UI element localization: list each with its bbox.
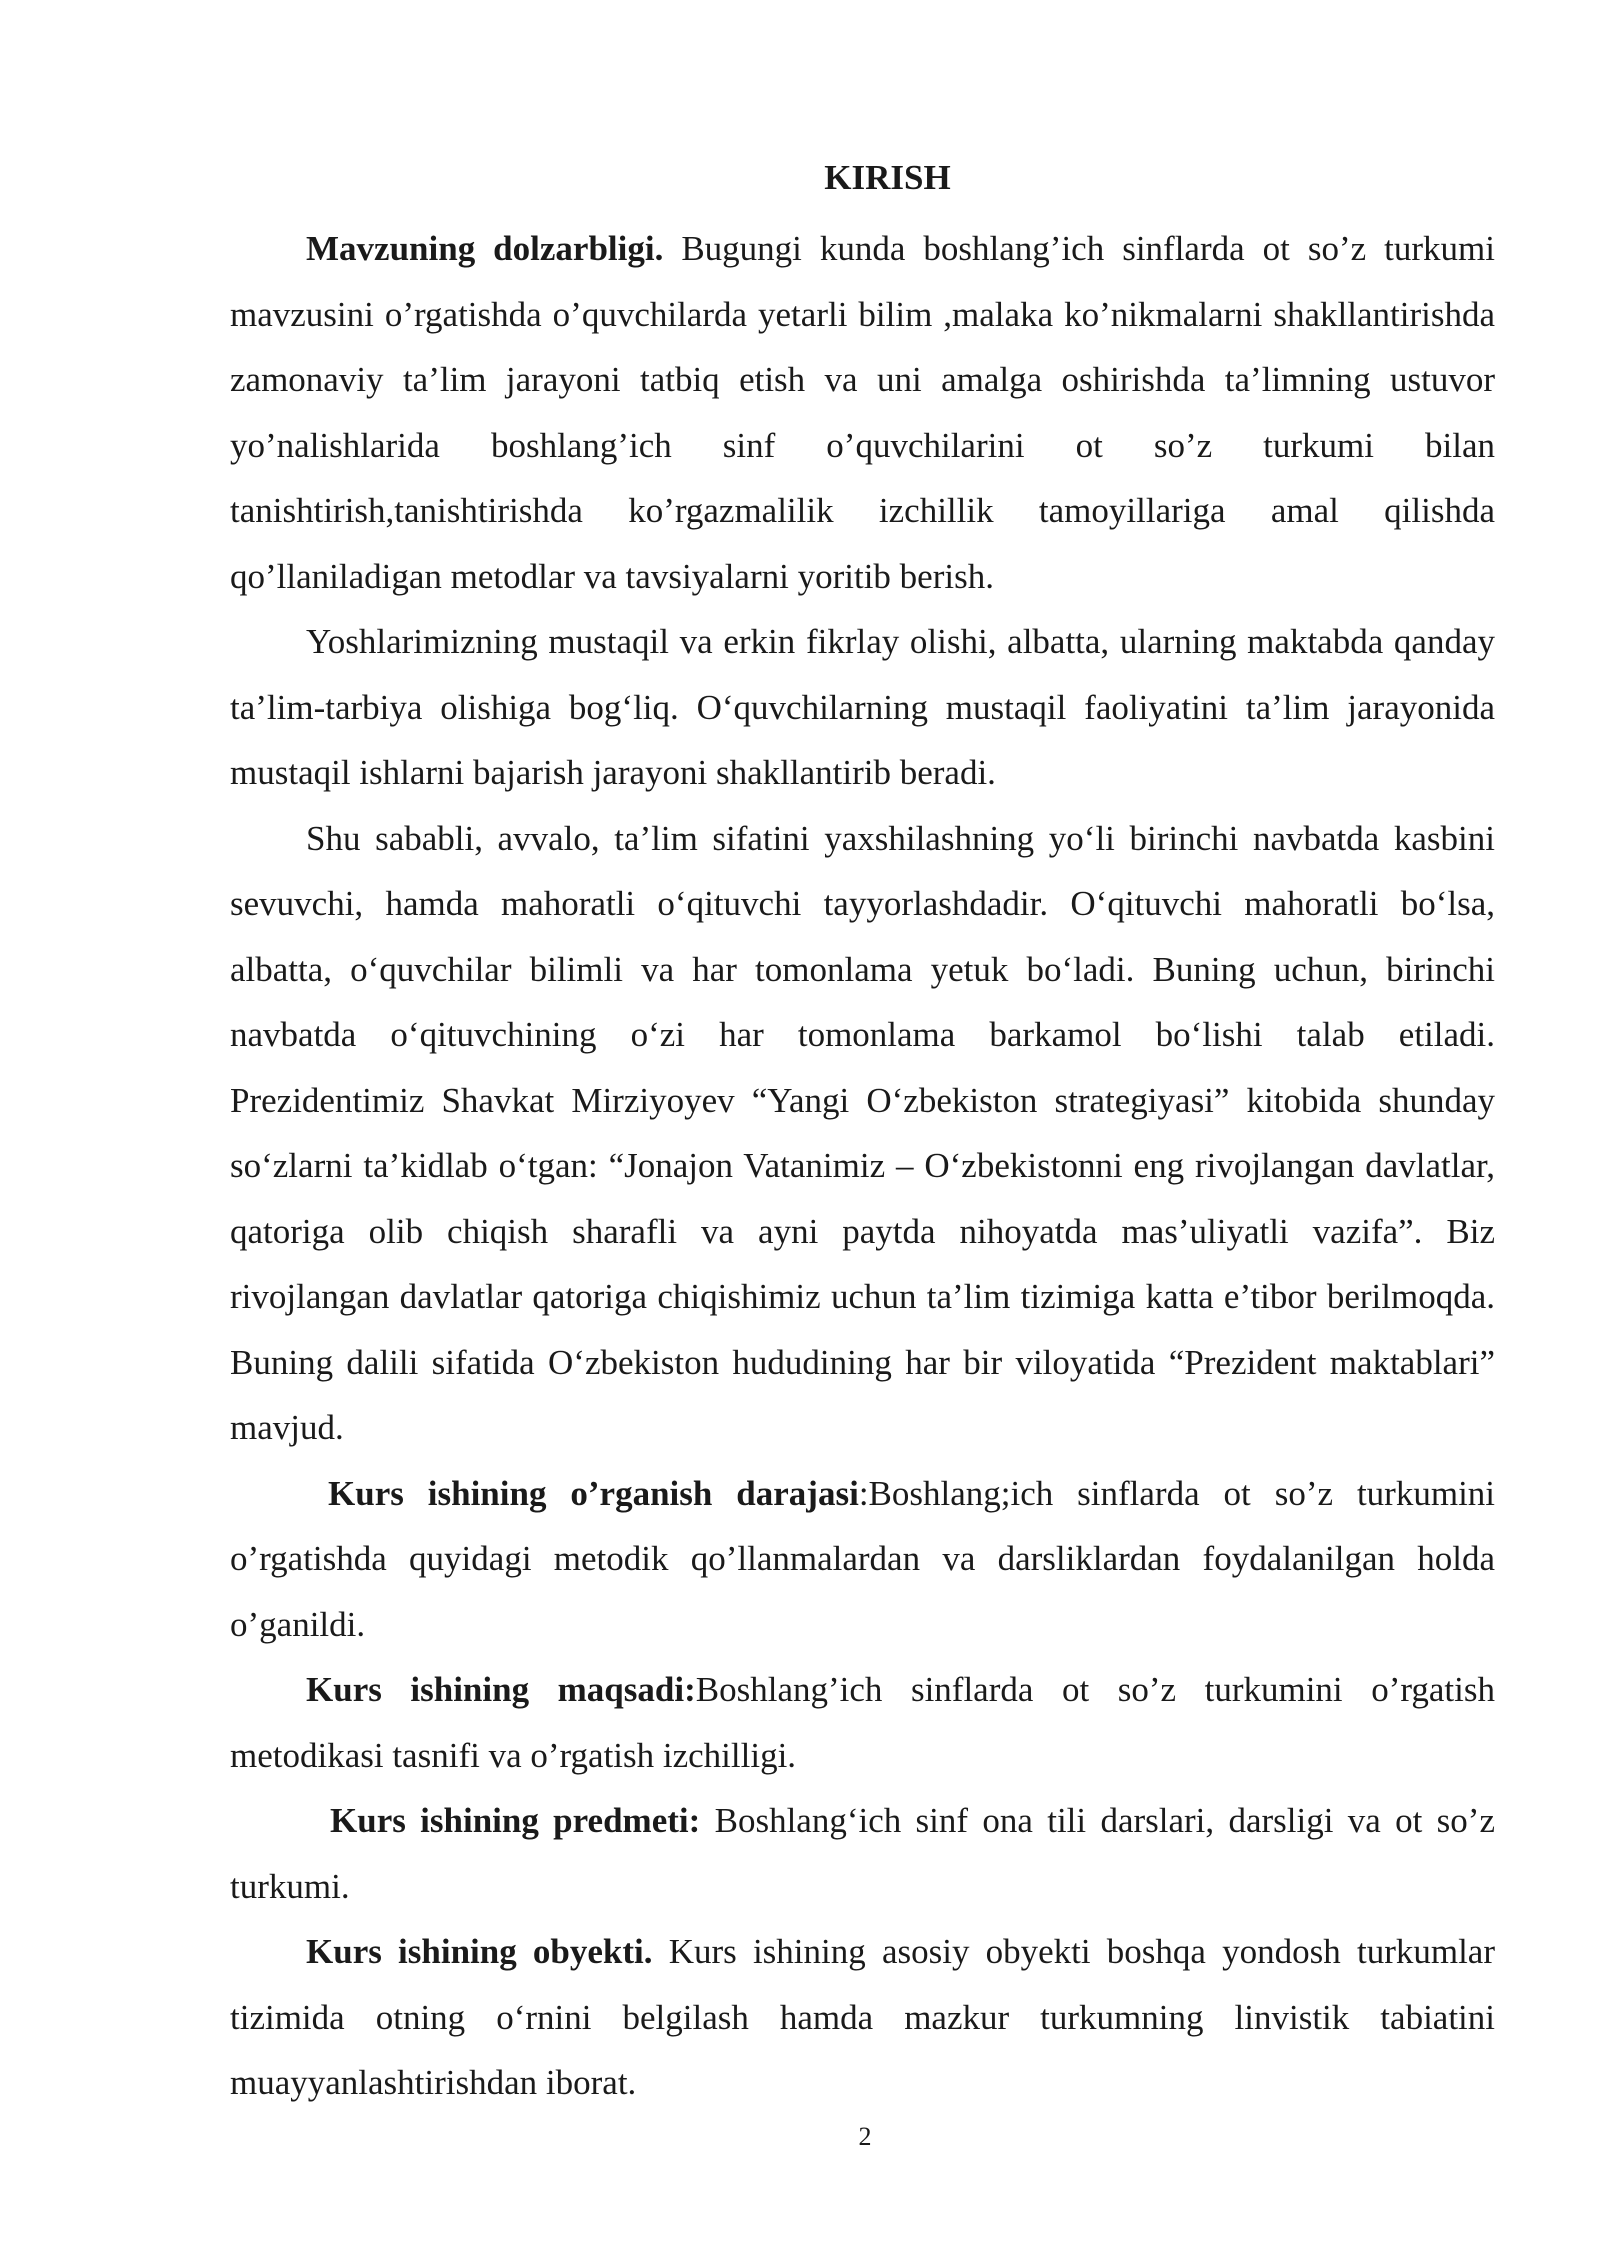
paragraph-youth [230,609,1495,806]
paragraph-text: Bugungi kunda boshlang’ich sinflarda ot so’z turkumi mavzusini o’rgatishda o’quvchilarda yetarli bilim ,malaka ko’nikmalarni shakllantirishda zamonaviy ta’lim jarayoni tatbiq etish va uni amalga oshirishda ta’limning ustuvor yo’nalishlarida boshlang’ich sinf o’quvchilarini ot so’z turkumi bilan tanishtirish,tanishtirishda ko’rgazmalilik izchillik tamoyillariga amal qilishda qo’llaniladigan metodlar va tavsiyalarni yoritib berish. [230,229,1495,596]
paragraph-text: Yoshlarimizning mustaqil va erkin fikrlay olishi, albatta, ularning maktabda qanday ta’lim-tarbiya olishiga bog‘liq. O‘quvchilarning mustaqil faoliyatini ta’lim jarayonida mustaqil ishlarni bajarish jarayoni shakllantirib beradi. [230,622,1495,792]
paragraph-lead: Kurs ishining predmeti: [330,1801,701,1840]
paragraph-text: Shu sababli, avvalo, ta’lim sifatini yaxshilashning yo‘li birinchi navbatda kasbini sevuvchi, hamda mahoratli o‘qituvchi tayyorlashdadir. O‘qituvchi mahoratli bo‘lsa, albatta, o‘quvchilar bilimli va har tomonlama yetuk bo‘ladi. Buning uchun, birinchi navbatda o‘qituvchining o‘zi har tomonlama barkamol bo‘lishi talab etiladi. Prezidentimiz Shavkat Mirziyoyev “Yangi O‘zbekiston strategiyasi” kitobida shunday so‘zlarni ta’kidlab o‘tgan: “Jonajon Vatanimiz – O‘zbekistonni eng rivojlangan davlatlar, qatoriga olib chiqish sharafli va ayni paytda nihoyatda mas’uliyatli vazifa”. Biz rivojlangan davlatlar qatoriga chiqishimiz uchun ta’lim tizimiga katta e’tibor berilmoqda. Buning dalili sifatida O‘zbekiston hududining har bir viloyatida “Prezident maktablari” mavjud. [230,818,1495,1447]
paragraph-text: Boshlang’ich sinflarda ot so’z turkumini o’rgatish metodikasi tasnifi va o’rgatish izchilligi. [230,1670,1495,1775]
paragraph-lead: Mavzuning dolzarbligi. [306,229,664,268]
paragraph-text: :Boshlang;ich sinflarda ot so’z turkumini o’rgatishda quyidagi metodik qo’llanmalardan va darsliklardan foydalanilgan holda o’ganildi. [230,1473,1496,1644]
paragraph-lead: Kurs ishining maqsadi: [306,1670,696,1709]
document-page [230,150,1495,2116]
paragraph-lead: Kurs ishining o’rganish darajasi [328,1473,859,1513]
paragraph-subject [230,1788,1495,1919]
paragraph-object [230,1919,1495,2116]
paragraph-text: Kurs ishining asosiy obyekti boshqa yondosh turkumlar tizimida otning o‘rnini belgilash hamda mazkur turkumning linvistik tabiatini muayyanlashtirishdan iborat. [230,1932,1495,2102]
paragraph-text: Boshlang‘ich sinf ona tili darslari, darsligi va ot so’z turkumi. [230,1801,1495,1906]
paragraph-lead: Kurs ishining obyekti. [306,1932,653,1971]
section-heading: KIRISH [824,158,951,197]
page-number: 2 [858,2122,872,2151]
paragraph-goal [230,1657,1495,1788]
paragraph-relevance [230,216,1495,609]
paragraph-teacher [230,806,1495,1461]
paragraph-study-level [230,1461,1495,1658]
